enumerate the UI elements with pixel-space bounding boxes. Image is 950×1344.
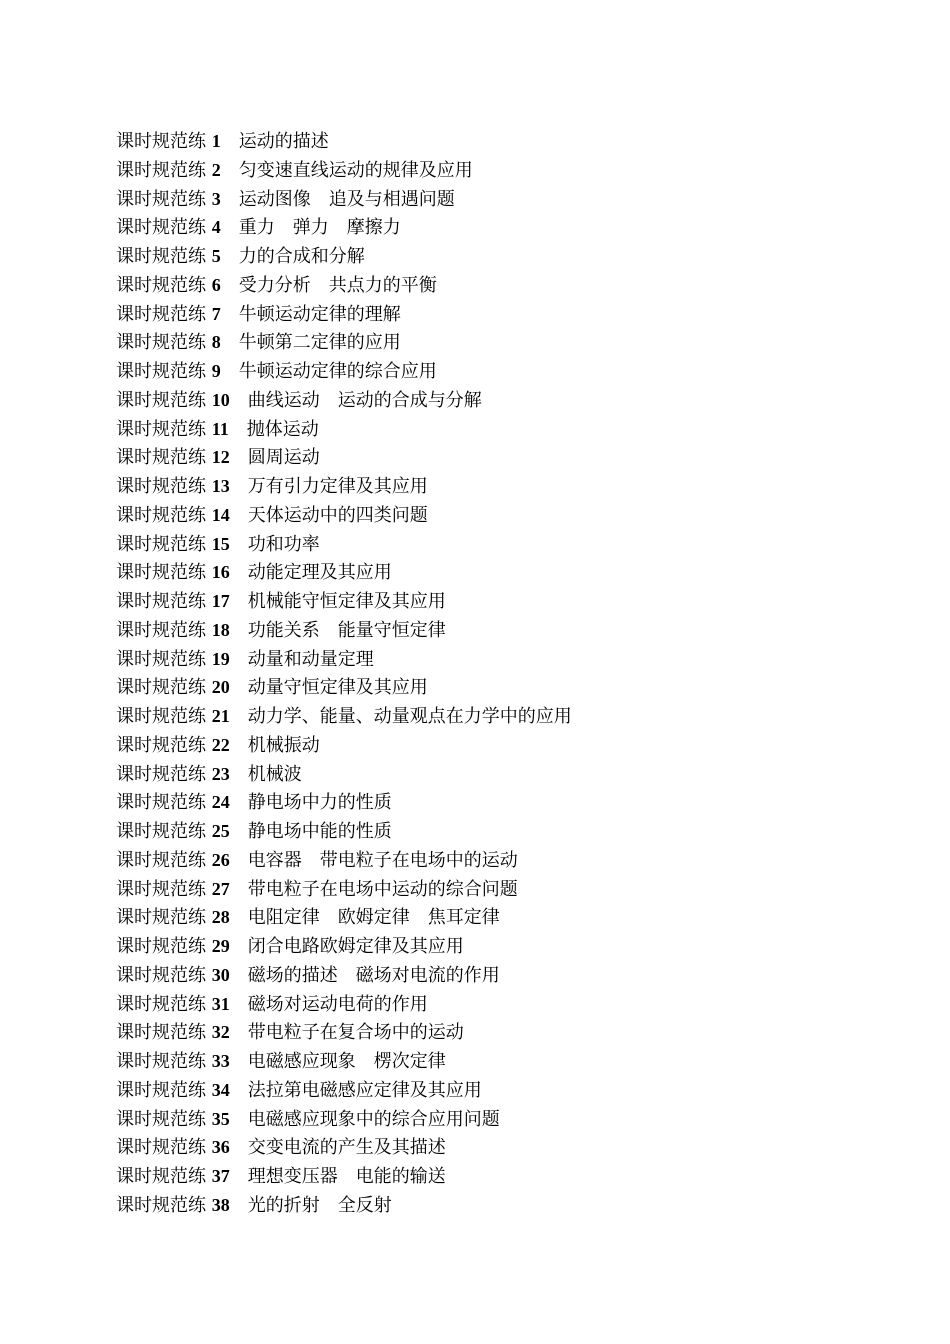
item-prefix: 课时规范练 [116,648,206,670]
list-item [116,1047,572,1076]
item-number: 26 [211,849,230,870]
item-number: 16 [211,562,230,583]
list-item [116,472,572,501]
item-number: 32 [211,1022,230,1043]
item-number: 37 [211,1166,230,1186]
item-title: 牛顿第二定律的应用 [238,332,401,354]
list-item [116,788,572,817]
list-item [116,386,572,415]
item-prefix: 课时规范练 [116,131,206,152]
item-number: 36 [211,1137,230,1158]
item-number: 25 [211,821,230,841]
list-item [116,587,572,616]
item-number: 31 [211,993,230,1014]
list-item [116,415,572,444]
item-number: 28 [211,907,230,928]
list-item [116,127,572,156]
toc-list [116,127,572,1220]
item-prefix: 课时规范练 [116,734,206,756]
item-prefix: 课时规范练 [116,1079,206,1101]
item-title: 磁场对运动电荷的作用 [247,993,428,1015]
item-number: 35 [211,1108,230,1129]
item-title: 带电粒子在电场中运动的综合问题 [247,878,518,900]
item-title: 磁场的描述 磁场对电流的作用 [247,964,500,986]
item-number: 30 [211,964,230,985]
item-prefix: 课时规范练 [116,821,206,842]
item-number: 9 [211,361,221,381]
list-item [116,731,572,760]
list-item [116,1076,572,1105]
item-prefix: 课时规范练 [116,332,206,354]
item-title: 抛体运动 [246,418,319,440]
list-item [116,1191,572,1220]
item-number: 34 [211,1079,230,1100]
item-prefix: 课时规范练 [116,389,206,411]
list-item [116,846,572,875]
list-item [116,645,572,674]
item-title: 机械振动 [247,734,320,756]
item-prefix: 课时规范练 [116,533,206,555]
item-prefix: 课时规范练 [116,188,206,210]
item-prefix: 课时规范练 [116,1194,206,1216]
item-title: 重力 弹力 摩擦力 [238,217,401,239]
item-prefix: 课时规范练 [116,361,206,382]
item-number: 17 [211,591,230,611]
item-title: 功和功率 [247,533,320,555]
item-prefix: 课时规范练 [116,878,206,900]
item-prefix: 课时规范练 [116,763,206,785]
list-item [116,961,572,990]
list-item [116,242,572,271]
item-title: 牛顿运动定律的理解 [238,303,401,325]
item-number: 10 [211,389,230,410]
item-title: 动力学、能量、动量观点在力学中的应用 [247,706,572,727]
item-title: 电磁感应现象中的综合应用问题 [247,1108,500,1130]
item-prefix: 课时规范练 [116,303,206,325]
item-title: 法拉第电磁感应定律及其应用 [247,1079,482,1101]
item-number: 4 [211,217,221,238]
list-item [116,156,572,185]
list-item [116,903,572,932]
item-title: 带电粒子在复合场中的运动 [247,1022,464,1044]
item-title: 天体运动中的四类问题 [247,504,428,526]
item-number: 2 [211,159,221,180]
list-item [116,1105,572,1134]
list-item [116,558,572,587]
item-number: 13 [211,476,230,496]
item-number: 5 [211,246,221,266]
list-item [116,702,572,731]
list-item [116,1162,572,1191]
item-prefix: 课时规范练 [116,1051,206,1072]
list-item [116,1133,572,1162]
list-item [116,443,572,472]
item-title: 匀变速直线运动的规律及应用 [238,159,473,181]
list-item [116,990,572,1019]
list-item [116,271,572,300]
item-prefix: 课时规范练 [116,217,206,239]
item-prefix: 课时规范练 [116,246,206,267]
item-title: 功能关系 能量守恒定律 [247,619,446,641]
item-number: 11 [211,418,229,439]
item-title: 运动的描述 [238,131,329,152]
item-number: 7 [211,303,221,324]
item-number: 3 [211,188,221,209]
item-number: 33 [211,1051,230,1071]
item-title: 光的折射 全反射 [247,1194,392,1216]
item-prefix: 课时规范练 [116,1166,206,1187]
item-prefix: 课时规范练 [116,1022,206,1044]
list-item [116,501,572,530]
item-prefix: 课时规范练 [116,706,206,727]
item-number: 21 [211,706,230,726]
list-item [116,673,572,702]
list-item [116,357,572,386]
item-title: 运动图像 追及与相遇问题 [238,188,455,210]
list-item [116,932,572,961]
item-prefix: 课时规范练 [116,418,206,440]
list-item [116,300,572,329]
item-prefix: 课时规范练 [116,159,206,181]
list-item [116,185,572,214]
item-number: 8 [211,332,221,353]
item-number: 23 [211,763,230,784]
item-title: 力的合成和分解 [238,246,365,267]
item-title: 万有引力定律及其应用 [247,476,428,497]
item-title: 动量和动量定理 [247,648,374,670]
item-title: 理想变压器 电能的输送 [247,1166,446,1187]
item-prefix: 课时规范练 [116,1108,206,1130]
item-number: 22 [211,734,230,755]
item-number: 12 [211,447,230,468]
item-title: 牛顿运动定律的综合应用 [238,361,437,382]
list-item [116,328,572,357]
item-prefix: 课时规范练 [116,476,206,497]
item-prefix: 课时规范练 [116,591,206,612]
list-item [116,530,572,559]
item-title: 圆周运动 [247,447,320,469]
list-item [116,213,572,242]
item-prefix: 课时规范练 [116,677,206,699]
item-prefix: 课时规范练 [116,619,206,641]
item-prefix: 课时规范练 [116,562,206,584]
item-title: 静电场中力的性质 [247,792,392,814]
item-title: 电容器 带电粒子在电场中的运动 [247,849,518,871]
item-number: 19 [211,648,230,669]
list-item [116,875,572,904]
item-title: 动能定理及其应用 [247,562,392,584]
item-number: 18 [211,619,230,640]
item-prefix: 课时规范练 [116,792,206,814]
item-number: 38 [211,1194,230,1215]
list-item [116,817,572,846]
item-prefix: 课时规范练 [116,964,206,986]
item-prefix: 课时规范练 [116,907,206,929]
item-title: 交变电流的产生及其描述 [247,1137,446,1159]
item-prefix: 课时规范练 [116,936,206,957]
item-prefix: 课时规范练 [116,447,206,469]
list-item [116,616,572,645]
item-title: 闭合电路欧姆定律及其应用 [247,936,464,957]
list-item [116,1018,572,1047]
item-number: 29 [211,936,230,956]
item-number: 15 [211,533,230,554]
item-title: 受力分析 共点力的平衡 [238,274,437,296]
item-title: 机械波 [247,763,302,785]
item-number: 14 [211,504,230,525]
item-number: 27 [211,878,230,899]
item-number: 20 [211,677,230,698]
item-prefix: 课时规范练 [116,1137,206,1159]
item-prefix: 课时规范练 [116,504,206,526]
item-number: 24 [211,792,230,813]
item-title: 电磁感应现象 楞次定律 [247,1051,446,1072]
item-title: 电阻定律 欧姆定律 焦耳定律 [247,907,500,929]
item-number: 6 [211,274,221,295]
list-item [116,760,572,789]
item-title: 动量守恒定律及其应用 [247,677,428,699]
item-prefix: 课时规范练 [116,274,206,296]
item-number: 1 [211,131,221,151]
item-title: 曲线运动 运动的合成与分解 [247,389,482,411]
item-title: 机械能守恒定律及其应用 [247,591,446,612]
item-title: 静电场中能的性质 [247,821,392,842]
item-prefix: 课时规范练 [116,993,206,1015]
item-prefix: 课时规范练 [116,849,206,871]
